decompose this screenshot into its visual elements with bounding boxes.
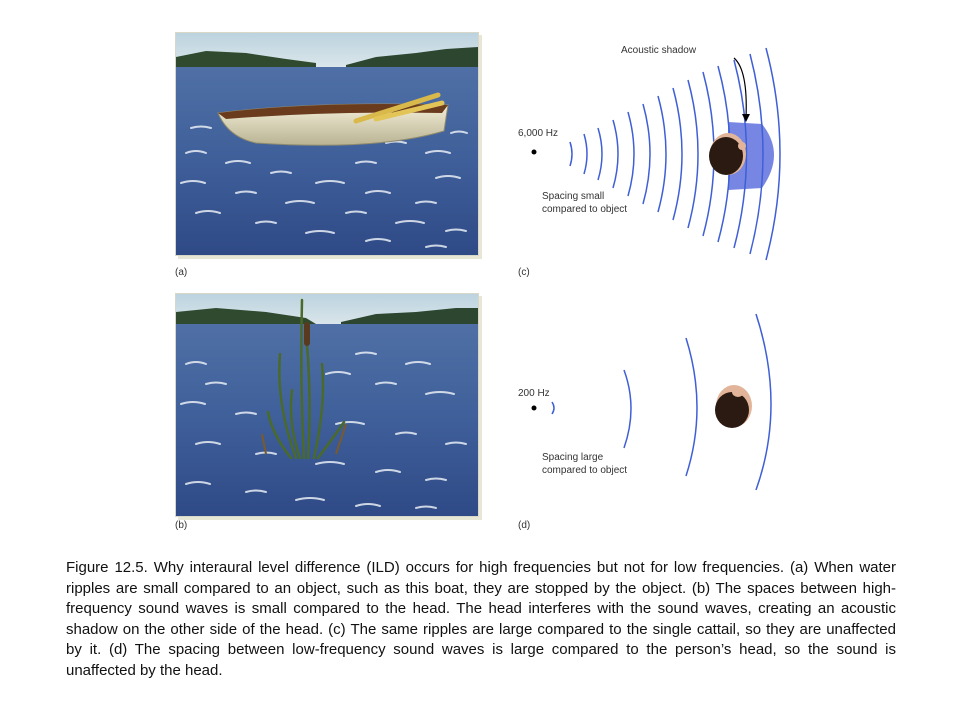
acoustic-shadow-label: Acoustic shadow bbox=[621, 45, 697, 56]
listener-head bbox=[715, 385, 752, 428]
frequency-label-high: 6,000 Hz bbox=[518, 128, 559, 139]
frequency-label-low: 200 Hz bbox=[518, 388, 550, 399]
panel-a-label: (a) bbox=[175, 267, 188, 278]
listener-head bbox=[709, 133, 746, 175]
cattail-water-photo bbox=[175, 293, 479, 517]
panel-d-label: (d) bbox=[518, 520, 531, 531]
spacing-large-line1: Spacing large bbox=[542, 452, 604, 463]
wave-diagram-high-freq bbox=[500, 30, 800, 270]
sound-source-dot bbox=[532, 150, 537, 155]
spacing-small-line1: Spacing small bbox=[542, 191, 605, 202]
boat-water-photo bbox=[175, 32, 479, 256]
panel-c-diagram bbox=[500, 30, 800, 270]
spacing-large-line2: compared to object bbox=[542, 465, 628, 476]
spacing-small-line2: compared to object bbox=[542, 204, 628, 215]
panel-b-label: (b) bbox=[175, 520, 188, 531]
figure-caption: Figure 12.5. Why interaural level difference (ILD) occurs for high frequencies but not for low frequencies. (a) When water ripples are small compared to an object, such as this boat, they are stopped by the object. (b) The spaces between high-frequency sound waves is small compared to the head. The head interferes with the sound waves, creating an acoustic shadow on the other side of the head. (c) The same ripples are large compared to the single cattail, so they are unaffected by it. (d) The spacing between low-frequency sound waves is large compared to the person’s head, so the sound is unaffected by the head. bbox=[66, 559, 896, 679]
sound-source-dot bbox=[532, 406, 537, 411]
panel-c-label: (c) bbox=[518, 267, 530, 278]
